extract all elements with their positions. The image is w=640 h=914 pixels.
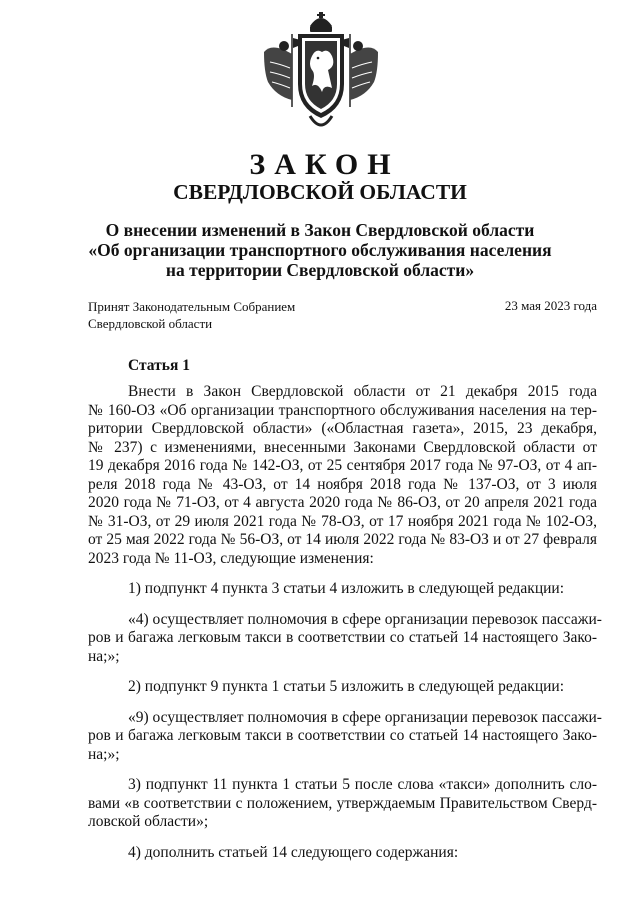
paragraph xyxy=(88,610,602,667)
document-type-heading: ЗАКОН xyxy=(249,148,400,181)
paragraph xyxy=(88,678,597,697)
adoption-body xyxy=(88,298,295,332)
text-line: 4) дополнить статьей 14 следующего содержания: xyxy=(128,843,459,861)
text-line: вами «в соответствии с положением, утверждаемым Правительством Сверд- xyxy=(88,794,597,812)
text-line: ров и багажа легковым такси в соответствии со статьей 14 настоящего Зако- xyxy=(88,727,597,744)
paragraph xyxy=(88,844,597,863)
text-line: 2020 года № 71-ОЗ, от 4 августа 2020 года № 86-ОЗ, от 20 апреля 2021 года xyxy=(88,494,597,511)
adoption-line: Принят Законодательным Собранием xyxy=(88,299,296,314)
region-heading: СВЕРДЛОВСКОЙ ОБЛАСТИ xyxy=(173,180,467,204)
text-line: «4) осуществляет полномочия в сфере организации перевозок пассажи- xyxy=(128,610,602,628)
text-line: № 160-ОЗ «Об организации транспортного обслуживания населения на тер- xyxy=(88,401,597,419)
paragraph xyxy=(88,580,597,599)
coat-of-arms-icon xyxy=(262,12,380,134)
text-line: «9) осуществляет полномочия в сфере организации перевозок пассажи- xyxy=(128,708,602,726)
text-line: ловской области»; xyxy=(88,813,209,830)
text-line: ров и багажа легковым такси в соответствии со статьей 14 настоящего Зако- xyxy=(88,629,597,646)
text-line: реля 2018 года № 43-ОЗ, от 14 ноября 2018 года № 137-ОЗ, от 3 июля xyxy=(88,475,597,493)
text-line: 1) подпункт 4 пункта 3 статьи 4 изложить в следующей редакции: xyxy=(128,580,565,597)
article-heading: Статья 1 xyxy=(128,357,190,374)
paragraph xyxy=(88,708,602,765)
law-title-line: «Об организации транспортного обслуживания населения xyxy=(88,240,552,260)
paragraph xyxy=(88,383,597,568)
text-line: № 31-ОЗ, от 29 июля 2021 года № 78-ОЗ, от 17 ноября 2021 года № 102-ОЗ, xyxy=(88,512,597,530)
law-title xyxy=(0,220,640,280)
law-title-line: на территории Свердловской области» xyxy=(165,260,475,280)
paragraph xyxy=(88,776,597,832)
text-line: Внести в Закон Свердловской области от 21 декабря 2015 года xyxy=(128,383,597,400)
text-line: 2) подпункт 9 пункта 1 статьи 5 изложить в следующей редакции: xyxy=(128,678,565,695)
text-line: 3) подпункт 11 пункта 1 статьи 5 после слова «такси» дополнить сло- xyxy=(128,776,597,793)
text-line: на;»; xyxy=(88,647,120,665)
adoption-line: Свердловской области xyxy=(88,316,213,331)
text-line: ритории Свердловской области» («Областная газета», 2015, 23 декабря, xyxy=(88,420,597,437)
text-line: от 25 мая 2022 года № 56-ОЗ, от 14 июля 2022 года № 83-ОЗ и от 27 февраля xyxy=(88,531,597,548)
article-body xyxy=(88,383,602,862)
law-title-line: О внесении изменений в Закон Свердловской области xyxy=(105,220,535,240)
text-line: 19 декабря 2016 года № 142-ОЗ, от 25 сентября 2017 года № 97-ОЗ, от 4 ап- xyxy=(88,457,597,474)
text-line: 2023 года № 11-ОЗ, следующие изменения: xyxy=(88,549,374,567)
text-line: на;»; xyxy=(88,745,120,763)
text-line: № 237) с изменениями, внесенными Законами Свердловской области от xyxy=(88,438,597,456)
adoption-date: 23 мая 2023 года xyxy=(504,298,597,313)
